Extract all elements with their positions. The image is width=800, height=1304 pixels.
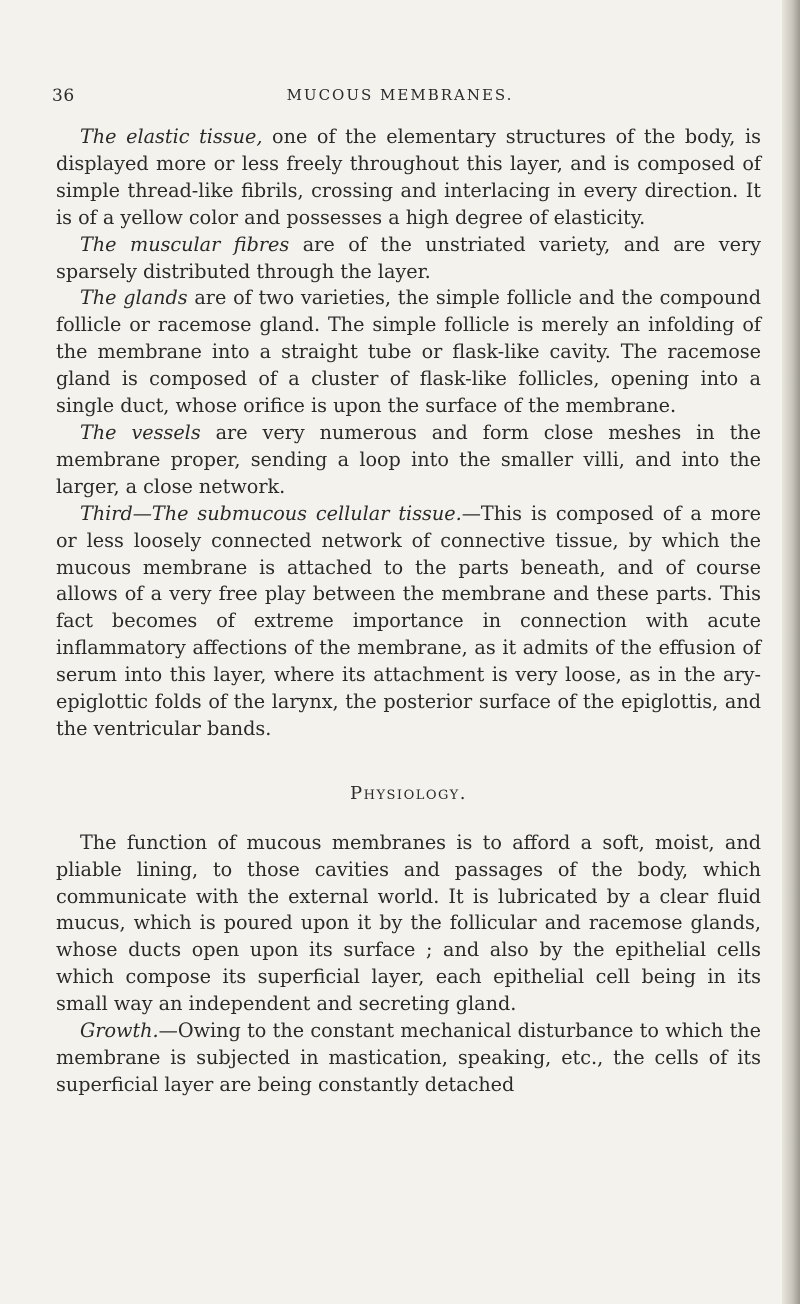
paragraph-text: The function of mucous membranes is to afford a soft, moist, and pliable lining, to those cavities and passages of the body, which communicate with the external world. It is lubricated by a clear fluid mucus, which is poured upon it by the follicular and racemose glands, whose ducts open upon its surface ; and also by the epithelial cells which compose its superficial layer, each epithelial cell being in its small way an independent and secreting gland.: [56, 830, 761, 1016]
paragraph-text: —This is composed of a more or less loosely connected network of connective tissue, by which the mucous membrane is attached to the parts beneath, and of course allows of a very free play between the membrane and these parts. This fact becomes of extreme importance in connection with acute inflammatory affections of the membrane, as it admits of the effusion of serum into this layer, where its attachment is very loose, as in the ary-epiglottic folds of the larynx, the posterior surface of the epiglottis, and the ventricular bands.: [56, 501, 761, 740]
paragraph-lead: The glands: [80, 286, 188, 310]
paragraph-lead: Third—The submucous cellular tissue.: [80, 501, 462, 525]
paragraph-text: —Owing to the constant mechanical disturbance to which the membrane is subjected in mastication, speaking, etc., the cells of its superficial layer are being constantly detached: [56, 1019, 761, 1096]
paragraph-vessels: [56, 420, 761, 501]
paragraph-growth: [56, 1018, 761, 1099]
paragraph-text: one of the elementary structures of the body, is displayed more or less freely throughout this layer, and is composed of simple thread-like fibrils, crossing and interlacing in every direction. It is of a yellow color and possesses a high degree of elasticity.: [56, 125, 761, 229]
page-edge-shadow: [782, 0, 800, 1304]
paragraph-text: are of the unstriated variety, and are very sparsely distributed through the layer.: [56, 232, 761, 283]
running-head: MUCOUS MEMBRANES.: [286, 86, 514, 104]
paragraph-elastic-tissue: [56, 124, 761, 232]
paragraph-lead: The vessels: [80, 420, 201, 444]
paragraph-muscular-fibres: [56, 232, 761, 286]
paragraph-lead: The elastic tissue,: [80, 125, 263, 148]
paragraph-text: are very numerous and form close meshes in the membrane proper, sending a loop into the smaller villi, and into the larger, a close network.: [56, 420, 761, 498]
page-number: 36: [52, 86, 75, 106]
paragraph-lead: The muscular fibres: [80, 232, 290, 256]
paragraph-text: are of two varieties, the simple follicle and the compound follicle or racemose gland. The simple follicle is merely an infolding of the membrane into a straight tube or flask-like cavity. The racemose gland is composed of a cluster of flask-like follicles, opening into a single duct, whose orifice is upon the surface of the membrane.: [56, 286, 761, 418]
paragraph-function: [56, 830, 761, 1018]
page-header: [0, 86, 800, 110]
section-heading: Physiology.: [350, 782, 467, 804]
paragraph-lead: Growth.: [80, 1019, 159, 1043]
paragraph-submucous: [56, 501, 761, 743]
paragraph-glands: [56, 285, 761, 420]
body-text: [56, 124, 761, 1099]
